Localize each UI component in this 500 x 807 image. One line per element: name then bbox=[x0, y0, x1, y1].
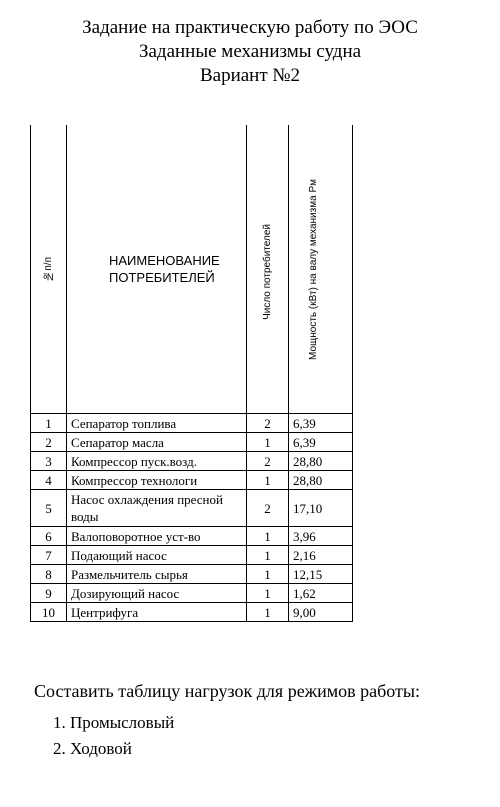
row-power: 6,39 bbox=[289, 433, 353, 452]
row-power: 3,96 bbox=[289, 527, 353, 546]
task-text: Составить таблицу нагрузок для режимов работы: bbox=[34, 681, 421, 701]
row-power: 12,15 bbox=[289, 565, 353, 584]
header-count: Число потребителей bbox=[247, 125, 289, 414]
row-power: 9,00 bbox=[289, 603, 353, 622]
table-row bbox=[31, 546, 353, 565]
row-count: 1 bbox=[247, 433, 289, 452]
row-power: 6,39 bbox=[289, 414, 353, 433]
header-name: НАИМЕНОВАНИЕ ПОТРЕБИТЕЛЕЙ bbox=[67, 125, 247, 414]
title-line-3: Вариант №2 bbox=[199, 65, 301, 86]
row-count: 1 bbox=[247, 546, 289, 565]
row-number: 7 bbox=[31, 546, 67, 565]
table-row bbox=[31, 452, 353, 471]
table-row bbox=[31, 433, 353, 452]
row-number: 3 bbox=[31, 452, 67, 471]
table-row bbox=[31, 490, 353, 527]
row-number: 4 bbox=[31, 471, 67, 490]
row-power: 17,10 bbox=[289, 490, 353, 527]
table-row bbox=[31, 527, 353, 546]
row-power: 2,16 bbox=[289, 546, 353, 565]
table-row bbox=[31, 603, 353, 622]
row-count: 1 bbox=[247, 584, 289, 603]
row-power: 1,62 bbox=[289, 584, 353, 603]
table-row bbox=[31, 471, 353, 490]
mode-item: 2. Ходовой bbox=[70, 736, 174, 762]
row-name: Валоповоротное уст-во bbox=[67, 527, 247, 546]
row-count: 2 bbox=[247, 490, 289, 527]
title-line-2: Заданные механизмы судна bbox=[138, 41, 362, 62]
row-name: Сепаратор масла bbox=[67, 433, 247, 452]
row-count: 1 bbox=[247, 565, 289, 584]
row-count: 2 bbox=[247, 414, 289, 433]
consumers-table bbox=[30, 125, 353, 622]
header-power: Мощность (кВт) на валу механизма Рм bbox=[289, 125, 353, 414]
modes-list bbox=[30, 710, 174, 762]
table-row bbox=[31, 584, 353, 603]
row-number: 6 bbox=[31, 527, 67, 546]
title-line-1: Задание на практическую работу по ЭОС bbox=[82, 17, 418, 38]
row-count: 2 bbox=[247, 452, 289, 471]
header-num: №п/п bbox=[31, 125, 67, 414]
row-power: 28,80 bbox=[289, 471, 353, 490]
row-number: 1 bbox=[31, 414, 67, 433]
row-number: 9 bbox=[31, 584, 67, 603]
row-name: Компрессор технологи bbox=[67, 471, 247, 490]
row-number: 10 bbox=[31, 603, 67, 622]
row-count: 1 bbox=[247, 603, 289, 622]
table-row bbox=[31, 565, 353, 584]
mode-item: 1. Промысловый bbox=[70, 710, 174, 736]
row-name: Подающий насос bbox=[67, 546, 247, 565]
row-name: Центрифуга bbox=[67, 603, 247, 622]
row-number: 8 bbox=[31, 565, 67, 584]
row-count: 1 bbox=[247, 527, 289, 546]
table-header-row bbox=[31, 125, 353, 414]
row-name: Сепаратор топлива bbox=[67, 414, 247, 433]
row-count: 1 bbox=[247, 471, 289, 490]
row-name: Компрессор пуск.возд. bbox=[67, 452, 247, 471]
row-name: Размельчитель сырья bbox=[67, 565, 247, 584]
row-number: 2 bbox=[31, 433, 67, 452]
row-number: 5 bbox=[31, 490, 67, 527]
row-power: 28,80 bbox=[289, 452, 353, 471]
row-name: Насос охлаждения пресной воды bbox=[67, 490, 247, 527]
table-row bbox=[31, 414, 353, 433]
row-name: Дозирующий насос bbox=[67, 584, 247, 603]
